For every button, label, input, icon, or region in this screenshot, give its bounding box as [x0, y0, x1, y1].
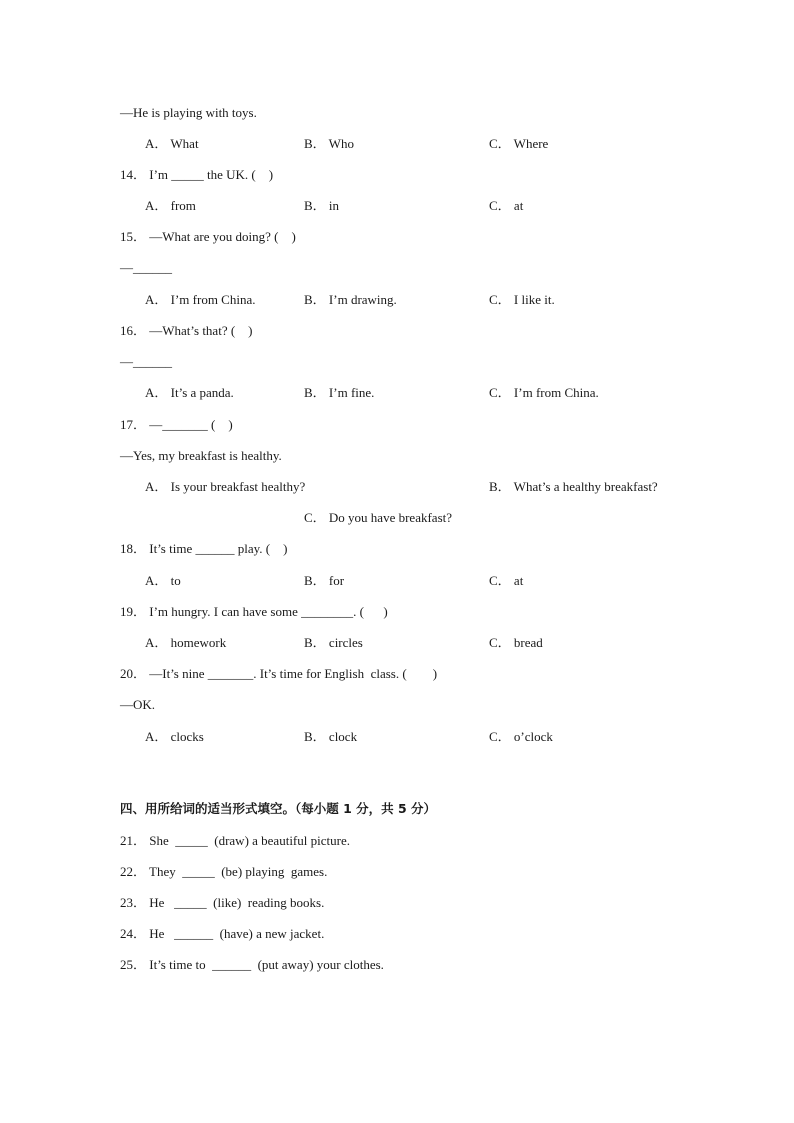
q25-stem: 25． It’s time to ______ (put away) your clothes.: [120, 957, 384, 972]
q15-option-c[interactable]: C． I like it.: [489, 292, 555, 307]
q20-stem: 20． —It’s nine _______. It’s time for English class. ( ): [120, 666, 438, 681]
q19-option-c[interactable]: C． bread: [489, 635, 543, 650]
q23-stem: 23． He _____ (like) reading books.: [120, 895, 325, 910]
q17-option-b[interactable]: B． What’s a healthy breakfast?: [489, 479, 658, 494]
q17-answer-line: —Yes, my breakfast is healthy.: [120, 448, 282, 463]
q14-option-a[interactable]: A． from: [145, 198, 196, 213]
q17-option-c[interactable]: C． Do you have breakfast?: [304, 510, 453, 525]
q19-stem: 19． I’m hungry. I can have some ________. ( ): [120, 604, 388, 619]
q15-option-a[interactable]: A． I’m from China.: [145, 292, 256, 307]
q20-option-c[interactable]: C． o’clock: [489, 729, 553, 744]
q18-option-b[interactable]: B． for: [304, 573, 345, 588]
q19-option-a[interactable]: A． homework: [145, 635, 227, 650]
q17-stem: 17． —_______ ( ): [120, 417, 233, 432]
q21-stem: 21． She _____ (draw) a beautiful picture.: [120, 833, 350, 848]
q18-option-c[interactable]: C． at: [489, 573, 524, 588]
q20-answer-line: —OK.: [120, 697, 156, 712]
q16-option-a[interactable]: A． It’s a panda.: [145, 385, 234, 400]
q16-option-c[interactable]: C． I’m from China.: [489, 385, 599, 400]
q15-answer-blank: —______: [120, 260, 172, 275]
q20-option-a[interactable]: A． clocks: [145, 729, 204, 744]
q14-stem: 14． I’m _____ the UK. ( ): [120, 167, 274, 182]
q13-answer-line: —He is playing with toys.: [120, 105, 257, 120]
q20-option-b[interactable]: B． clock: [304, 729, 358, 744]
q24-stem: 24． He ______ (have) a new jacket.: [120, 926, 325, 941]
q17-option-a[interactable]: A． Is your breakfast healthy?: [145, 479, 306, 494]
q13-option-b[interactable]: B． Who: [304, 136, 354, 151]
q18-option-a[interactable]: A． to: [145, 573, 181, 588]
q14-option-c[interactable]: C． at: [489, 198, 524, 213]
q16-answer-blank: —______: [120, 354, 172, 369]
q15-stem: 15． —What are you doing? ( ): [120, 229, 296, 244]
q16-option-b[interactable]: B． I’m fine.: [304, 385, 375, 400]
q19-option-b[interactable]: B． circles: [304, 635, 363, 650]
q13-option-a[interactable]: A． What: [145, 136, 199, 151]
q22-stem: 22． They _____ (be) playing games.: [120, 864, 328, 879]
q15-option-b[interactable]: B． I’m drawing.: [304, 292, 397, 307]
q13-option-c[interactable]: C． Where: [489, 136, 549, 151]
section-4-heading: 四、用所给词的适当形式填空。（每小题 1 分，共 5 分）: [120, 801, 437, 816]
q16-stem: 16． —What’s that? ( ): [120, 323, 253, 338]
q18-stem: 18． It’s time ______ play. ( ): [120, 541, 288, 556]
q14-option-b[interactable]: B． in: [304, 198, 340, 213]
